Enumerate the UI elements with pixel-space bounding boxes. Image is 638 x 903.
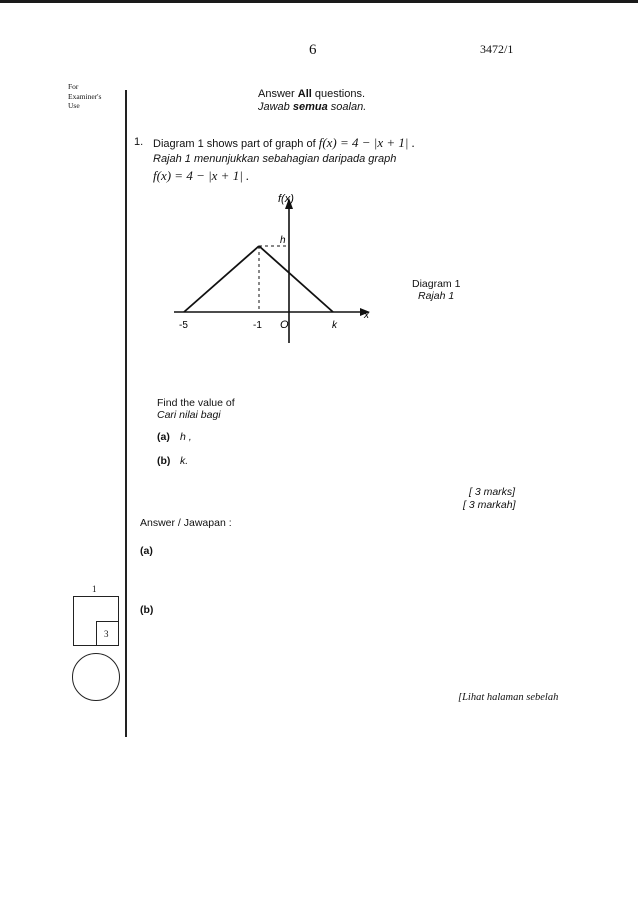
- answer-part-a: (a): [140, 545, 153, 557]
- diagram-caption-en: Diagram 1: [412, 278, 461, 290]
- graph-right-line: [259, 246, 333, 312]
- question-text-en: Diagram 1 shows part of graph of f(x) = 4 − |x + 1| .: [153, 135, 415, 150]
- find-text-en: Find the value of: [157, 397, 235, 409]
- function-graph: [160, 180, 390, 350]
- scan-top-border: [0, 0, 638, 3]
- instruction-en: Answer All questions.: [258, 88, 366, 100]
- examiner-score-circle: [72, 653, 120, 701]
- examiner-use-label: For Examiner's Use: [68, 82, 102, 110]
- origin-label: O: [280, 319, 289, 331]
- diagram-caption-ms: Rajah 1: [418, 290, 455, 302]
- marks-en: [ 3 marks]: [469, 486, 516, 498]
- footer-turn-page: [Lihat halaman sebelah: [458, 692, 559, 703]
- peak-label-h: h: [280, 235, 286, 246]
- part-a-text: h ,: [180, 431, 192, 443]
- question-function-ms: f(x) = 4 − |x + 1| .: [153, 168, 250, 183]
- part-b-text: k.: [180, 455, 189, 467]
- answer-title: Answer / Jawapan :: [140, 517, 232, 529]
- question-number-box-label: 1: [92, 584, 97, 594]
- part-a-label: (a): [157, 431, 170, 443]
- x-axis-label: x: [364, 310, 369, 321]
- examiner-marks-total: 3: [104, 629, 109, 639]
- marks-ms: [ 3 markah]: [463, 499, 516, 511]
- tick-label-neg1: -1: [253, 320, 262, 331]
- find-text-ms: Cari nilai bagi: [157, 409, 221, 421]
- margin-rule: [125, 90, 127, 737]
- question-number: 1.: [134, 136, 144, 148]
- instruction-ms: Jawab semua soalan.: [258, 101, 367, 113]
- question-text-ms: Rajah 1 menunjukkan sebahagian daripada graph: [153, 153, 397, 165]
- part-b-label: (b): [157, 455, 171, 467]
- page-number: 6: [309, 42, 317, 58]
- k-label: k: [332, 320, 337, 331]
- paper-code: 3472/1: [480, 42, 514, 56]
- answer-part-b: (b): [140, 604, 154, 616]
- y-axis-label: f(x): [278, 193, 294, 205]
- tick-label-neg5: -5: [179, 320, 188, 331]
- graph-left-line: [184, 246, 259, 312]
